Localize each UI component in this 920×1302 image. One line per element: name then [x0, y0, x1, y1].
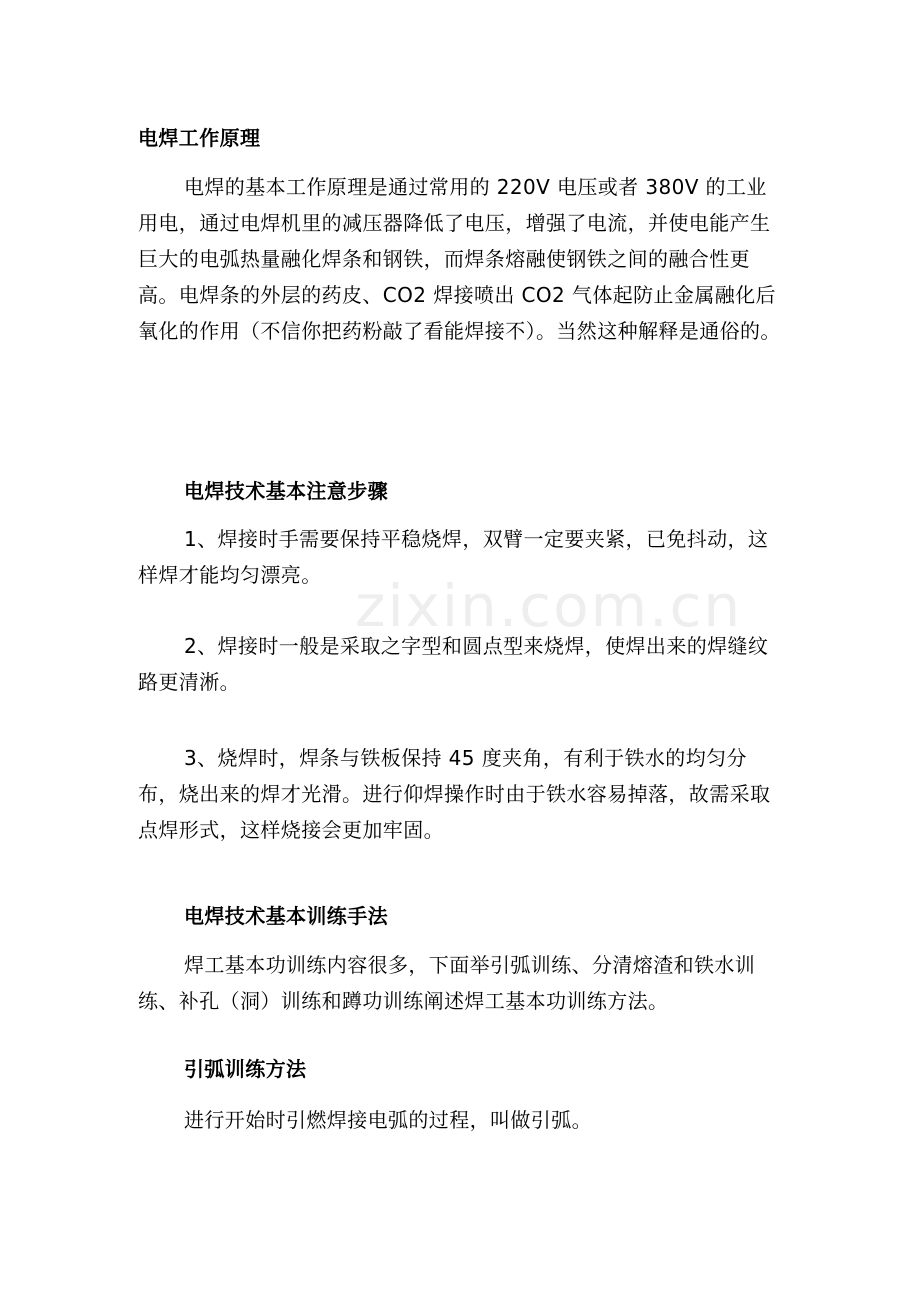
step-3-paragraph: 3、烧焊时，焊条与铁板保持 45 度夹角，有利于铁水的均匀分布，烧出来的焊才光滑。进行仰焊操作时由于铁水容易掉落，故需采取点焊形式，这样烧接会更加牢固。 [138, 746, 771, 842]
section-heading-arc: 引弧训练方法 [184, 1057, 307, 1081]
arc-paragraph: 进行开始时引燃焊接电弧的过程，叫做引弧。 [184, 1108, 592, 1132]
intro-paragraph: 电焊的基本工作原理是通过常用的 220V 电压或者 380V 的工业用电，通过电焊机里的减压器降低了电压，增强了电流，并使电能产生巨大的电弧热量融化焊条和钢铁，而焊条熔融使钢铁之间的融合性更高。电焊条的外层的药皮、CO2 焊接喷出 CO2 气体起防止金属融化后氧化的作用（不信你把药粉敲了看能焊接不）。当然这种解释是通俗的。 [138, 175, 781, 343]
training-paragraph: 焊工基本功训练内容很多，下面举引弧训练、分清熔渣和铁水训练、补孔（洞）训练和蹲功训练阐述焊工基本功训练方法。 [138, 953, 756, 1013]
step-2-paragraph: 2、焊接时一般是采取之字型和圆点型来烧焊，使焊出来的焊缝纹路更清淅。 [138, 634, 769, 694]
page-title: 电焊工作原理 [138, 126, 261, 150]
step-1-paragraph: 1、焊接时手需要保持平稳烧焊，双臂一定要夹紧，已免抖动，这样焊才能均匀漂亮。 [138, 527, 769, 587]
watermark: zixin.com.cn [355, 572, 743, 640]
section-heading-steps: 电焊技术基本注意步骤 [184, 479, 388, 503]
section-heading-training: 电焊技术基本训练手法 [184, 904, 388, 928]
